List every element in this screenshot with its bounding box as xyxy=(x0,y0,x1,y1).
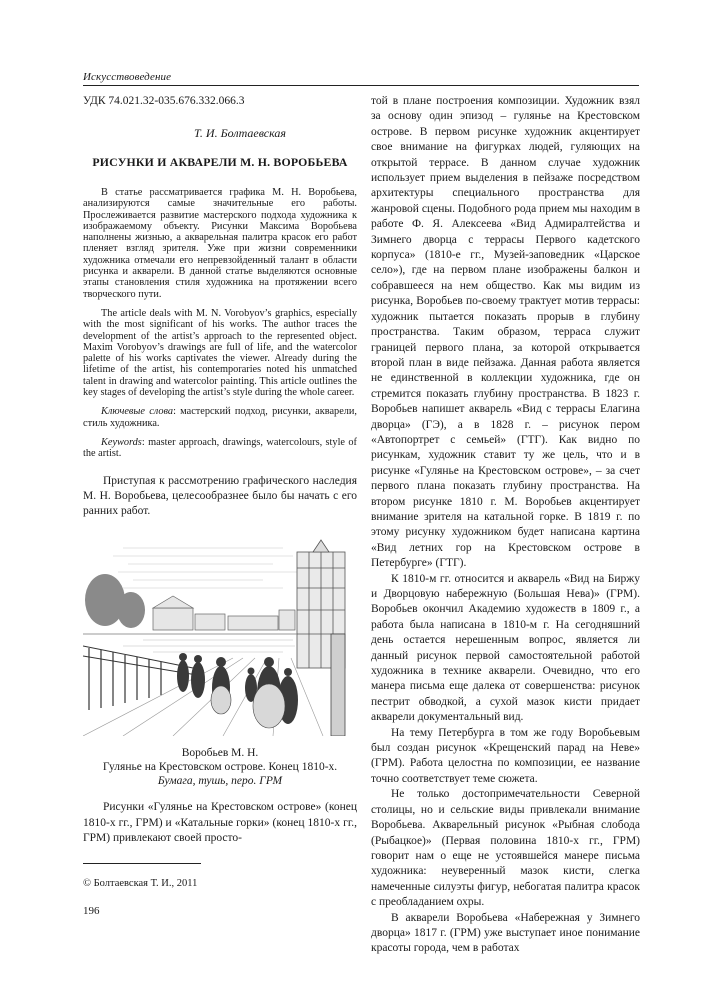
udk-code: УДК 74.021.32-035.676.332.066.3 xyxy=(83,95,245,107)
footnote-divider xyxy=(83,863,201,864)
right-paragraph-4: Не только достопримечательности Северной столицы, но и сельские виды привлекали внимание Воробьева. Акварельный рисунок «Рыбная слобода (Рыбацкое)» (Первая половина 1810-х гг., ГРМ) говорит нам о еще не устоявшейся манере письма художника: неуверенный мазок кисти, слегка намеченные силуэты фигур, небогатая палитра красок с преобладанием охры. xyxy=(371,788,640,909)
keywords-english-text: : master approach, drawings, watercolours, style of the artist. xyxy=(83,436,357,460)
header-divider xyxy=(83,85,639,86)
keywords-russian-label: Ключевые слова xyxy=(101,406,174,418)
keywords-russian-text: : мастерский подход, рисунки, акварели, стиль художника. xyxy=(83,406,357,429)
intro-paragraph: Приступая к рассмотрению графического наследия М. Н. Воробьева, целесообразнее было бы начать с его ранних работ. xyxy=(83,474,357,518)
right-paragraph-3: На тему Петербурга в том же году Воробьевым был создан рисунок «Крещенский парад на Неве» (ГРМ). Работа целостна по композиции, ее название точно соответствует теме сюжета. xyxy=(371,726,640,785)
page-number: 196 xyxy=(83,905,100,917)
keywords-english-label: Keywords xyxy=(101,436,142,448)
left-column xyxy=(83,94,357,889)
journal-section-header: Искусствоведение xyxy=(83,71,172,83)
keywords-russian xyxy=(83,406,357,429)
right-column xyxy=(371,94,640,957)
left-body-paragraph: Рисунки «Гулянье на Крестовском острове» (конец 1810-х гг., ГРМ) и «Катальные горки» (конец 1810-х гг., ГРМ) привлекают своей просто- xyxy=(83,801,357,845)
author-name: Т. И. Болтаевская xyxy=(193,126,286,140)
figure-caption xyxy=(83,746,357,789)
artwork-illustration xyxy=(83,538,357,736)
article-title: РИСУНКИ И АКВАРЕЛИ М. Н. ВОРОБЬЕВА xyxy=(92,155,348,169)
abstract-english: The article deals with M. N. Vorobyov’s graphics, especially with the most significant of his works. The author traces the development of the artist’s approach to the represented object. Maxim Vorobyov’s drawings are full of life, and the watercolor palette of his works captivates the viewer. Already during the lifetime of the artist, his contemporaries noted his unmatched talent in drawing and watercolor painting. This article outlines the key stages of developing the artist’s style during the whole career. xyxy=(83,307,357,399)
right-paragraph-2: К 1810-м гг. относится и акварель «Вид на Биржу и Дворцовую набережную (Большая Нева)» (ГРМ). Воробьев окончил Академию художеств в 1809 г., а работа была написана в 1810-м г. На сегодняшний день остается нерешенным вопрос, является ли данный рисунок первой самостоятельной работой художника в технике акварели. Очевидно, что его манера письма еще далека от совершенства: рисунок пестрит обводкой, а сухой мазок кисти придает акварели документальный вид. xyxy=(371,572,640,724)
right-paragraph-1: той в плане построения композиции. Художник взял за основу один эпизод – гулянье на Крестовском острове. В первом рисунке художник акцентирует свое внимание на фигурках людей, гуляющих на открытой террасе. В данном случае художник использует прием выделения в пейзаже посредством архитектуры специального пространства для жанровой сцены. Подобного рода прием мы находим в работе Ф. Я. Алексеева «Вид Адмиралтейства и Зимнего дворца с террасы Первого кадетского корпуса» (1810-е гг., Музей-заповедник «Царское село»), где на первом плане изображены балкон и собравшееся на нем общество. Как мы видим из рисунка, Воробьев по-своему трактует мотив террасы: художник пытается показать прорыв в глубину пространства. Таким образом, терраса служит границей первого плана, за которой открывается второй план в виде пейзажа. Данная работа является не единственной в коллекции художника, где он стремится показать глубину пространства. В 1823 г. Воробьев напишет акварель «Вид с террасы Елагина дворца» (ГЭ), а в 1828 г. – рисунок пером «Автопортрет с семьей» (ГТГ). Как видно по рисункам, художник ставит ту же цель, что и в рисунке «Гулянье на Крестовском острове», – за счет первого плана показать глубину пространства. На втором рисунке 1810 г. М. Воробьев акцентирует внимание зрителя на катальной горке. В 1819 г. по этому рисунку художником будет написана картина «Вид летних гор на Крестовском острове в Петербурге» (ГТГ). xyxy=(371,95,640,570)
caption-title: Гулянье на Крестовском острове. Конец 1810-х. xyxy=(102,760,338,773)
keywords-english xyxy=(83,437,357,460)
caption-medium: Бумага, тушь, перо. ГРМ xyxy=(157,775,283,788)
caption-author: Воробьев М. Н. xyxy=(181,746,259,759)
festival-drawing-image xyxy=(83,538,357,736)
right-paragraph-5: В акварели Воробьева «Набережная у Зимнего дворца» 1817 г. (ГРМ) уже выступает иное понимание красоты города, чем в работах xyxy=(371,911,640,955)
copyright-footnote: © Болтаевская Т. И., 2011 xyxy=(83,877,198,889)
abstract-russian: В статье рассматривается графика М. Н. Воробьева, анализируются самые значительные его работы. Прослеживается развитие мастерского подхода художника к изображаемому объекту. Рисунки Максима Воробьева наполнены жизнью, а акварельная палитра красок его работ пленяет взгляд зрителя. Уже при жизни современники художника отмечали его непревзойденный талант в области рисунка и акварели. В данной статье выделяются основные этапы становления стиля художника на протяжении всего творческого пути. xyxy=(83,187,357,300)
